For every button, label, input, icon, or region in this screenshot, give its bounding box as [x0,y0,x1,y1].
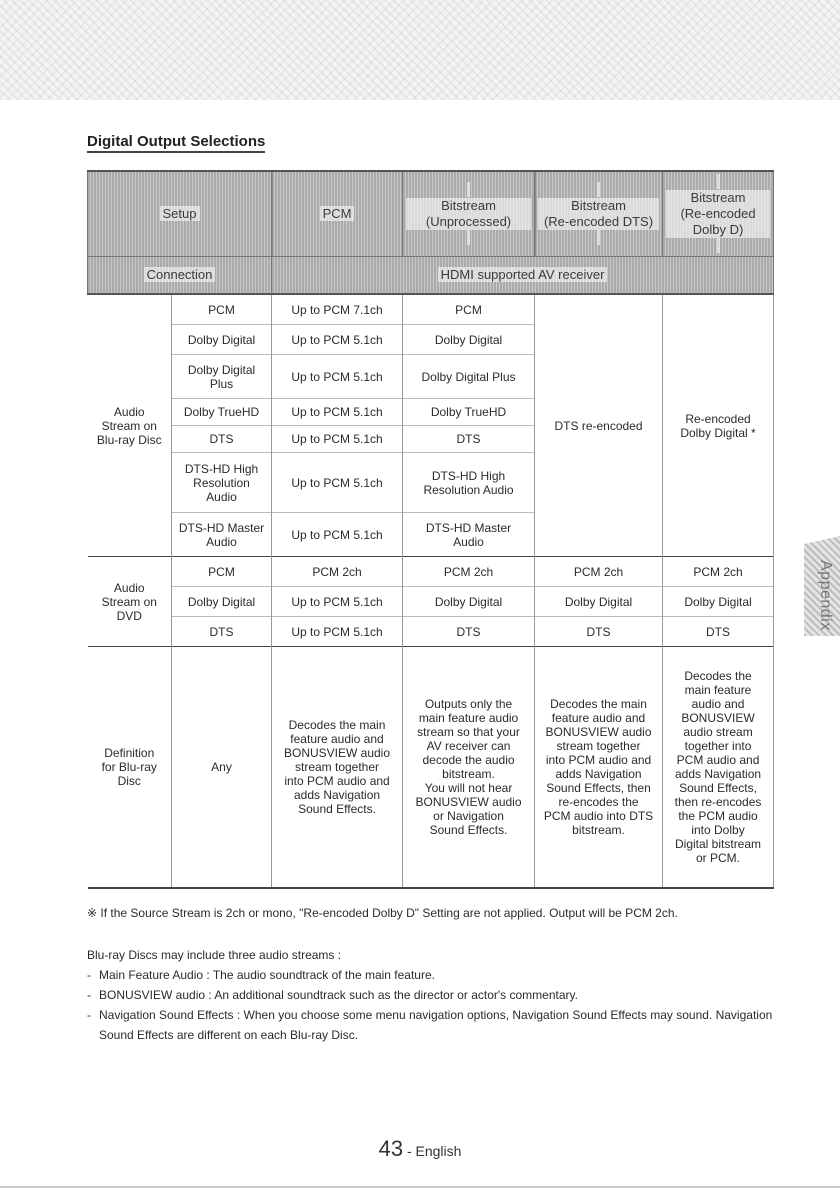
notes-intro: Blu-ray Discs may include three audio streams : [87,948,342,962]
cell-line: (Re-encoded [666,206,770,222]
cell-line: Audio [206,534,237,549]
stream-type-cell [172,294,272,325]
stream-type-cell [172,617,272,647]
page-number-value: 43 [378,1136,404,1161]
stream-type-cell [172,587,272,617]
cell-line: You will not hear [424,781,513,795]
pcm-output-cell [272,557,403,587]
unprocessed-output-cell [403,325,535,355]
pcm-output-cell [272,426,403,453]
cell-line: re-encodes the [558,795,639,809]
page-number [0,1136,840,1162]
reencoded-dts-output-cell [535,557,663,587]
cell-line: Decodes the main [288,718,386,732]
cell-line: Up to PCM 5.1ch [291,624,383,639]
pcm-output-cell [272,617,403,647]
cell-line: Sound Effects, then [546,781,651,795]
cell-line: Up to PCM 5.1ch [291,369,383,384]
cell-line: Dolby TrueHD [430,405,507,419]
stream-type-cell [172,325,272,355]
cell-line: Sound Effects, [679,781,757,795]
cell-line: main feature audio [418,711,519,725]
definition-any-cell [172,647,272,889]
cell-line: Up to PCM 5.1ch [291,527,383,542]
cell-line: Dolby Digital [564,594,633,609]
cell-line: Definition [104,746,155,760]
cell-line: Audio [113,580,145,595]
notes-bullet: - Main Feature Audio : The audio soundtrack of the main feature. [87,968,435,982]
unprocessed-output-cell [403,399,535,426]
dvd-stream-label [88,557,172,647]
cell-line: BONUSVIEW [681,711,755,725]
cell-line: Up to PCM 5.1ch [291,332,383,347]
header-connection: Connection [88,257,272,295]
cell-line: DTS-HD High [431,468,506,483]
header-setup: Setup [88,171,272,257]
cell-line: feature audio and [290,732,384,746]
digital-output-table [87,170,774,889]
cell-line: Up to PCM 5.1ch [291,594,383,609]
cell-line: Re-encoded [685,411,751,426]
cell-line: PCM [208,564,235,579]
reencoded-dolby-output-cell [663,587,774,617]
cell-line: adds Navigation [555,767,642,781]
cell-line: Audio [453,534,484,549]
cell-line: Audio [206,489,237,504]
cell-line: DTS [209,432,234,446]
unprocessed-output-cell [403,587,535,617]
cell-line: Digital bitstream [675,837,762,851]
cell-line: Dolby TrueHD [183,405,260,419]
decorative-header-band [0,0,840,100]
cell-line: Dolby Digital [434,332,503,347]
table-row [88,557,774,587]
header-hdmi-receiver: HDMI supported AV receiver [272,257,774,295]
cell-line: for Blu-ray [101,760,157,774]
cell-line: into PCM audio and [545,753,652,767]
cell-line: Up to PCM 7.1ch [291,302,383,317]
cell-line: BONUSVIEW audio [283,746,391,760]
cell-line: Dolby Digital [187,594,256,609]
cell-line: Bitstream [406,198,531,214]
pcm-output-cell [272,587,403,617]
bluray-stream-label [88,294,172,557]
stream-type-cell [172,513,272,557]
cell-line: Bitstream [666,190,770,206]
cell-line: Resolution Audio [423,482,514,497]
cell-line: PCM 2ch [443,564,494,579]
cell-line: Up to PCM 5.1ch [291,405,383,419]
table-row [88,647,774,889]
definition-reencoded-dolby-cell [663,647,774,889]
footnote: ※ If the Source Stream is 2ch or mono, "Re-encoded Dolby D" Setting are not applied. Output will be PCM 2ch. [87,906,678,920]
cell-line: DTS-HD Master [425,520,512,535]
cell-line: PCM audio and [676,753,760,767]
cell-line: DTS [209,624,234,639]
table-row [88,617,774,647]
cell-line: Dolby Digital [187,362,256,377]
cell-line: Dolby Digital [187,332,256,347]
cell-line: AV receiver can [426,739,511,753]
definition-reencoded-dts-cell [535,647,663,889]
cell-line: Bitstream [538,198,659,214]
pcm-output-cell [272,294,403,325]
unprocessed-output-cell [403,355,535,399]
cell-line: BONUSVIEW audio [545,725,652,739]
definition-pcm-cell [272,647,403,889]
cell-line: into PCM audio and [284,774,390,788]
cell-line: Up to PCM 5.1ch [291,432,383,446]
cell-line: Dolby Digital Plus [421,369,516,384]
cell-line: PCM 2ch [693,564,743,579]
cell-line: Dolby Digital [434,594,503,609]
cell-line: feature audio and [551,711,646,725]
stream-type-cell [172,453,272,513]
cell-line: Plus [209,376,234,391]
cell-line: PCM 2ch [573,564,624,579]
cell-line: Audio [113,404,145,419]
appendix-label: Appendix [817,560,834,631]
cell-line: Decodes the main [550,697,647,711]
cell-line: Outputs only the [424,697,513,711]
reencoded-dolby-output-cell [663,557,774,587]
header-pcm: PCM [272,171,403,257]
cell-line: DTS re-encoded [554,418,643,433]
cell-line: audio and [691,697,745,711]
cell-line: stream together [294,760,380,774]
cell-line: DTS-HD Master [178,520,265,535]
cell-line: audio stream [683,725,753,739]
section-title: Digital Output Selections [87,133,265,153]
cell-line: into Dolby [691,823,745,837]
cell-line: PCM [455,302,482,317]
cell-line: Sound Effects. [298,802,376,816]
unprocessed-output-cell [403,426,535,453]
cell-line: BONUSVIEW audio [415,795,522,809]
cell-line: bitstream. [572,823,625,837]
stream-type-cell [172,399,272,426]
cell-line: main feature [684,683,752,697]
cell-line: Dolby Digital * [680,425,756,440]
cell-line: adds Navigation [293,788,381,802]
cell-line: DTS [456,624,481,639]
reencoded-dolby-output-cell [663,294,774,557]
cell-line: Disc [117,774,141,788]
table-row [88,587,774,617]
stream-type-cell [172,557,272,587]
unprocessed-output-cell [403,294,535,325]
cell-line: PCM 2ch [312,564,362,579]
cell-line: PCM audio into DTS [543,809,654,823]
unprocessed-output-cell [403,617,535,647]
cell-line: DTS-HD High [184,461,259,476]
cell-line: Stream on [101,594,157,609]
cell-line: the PCM audio [678,809,758,823]
pcm-output-cell [272,399,403,426]
header-bitstream-reencoded-dts [535,171,663,257]
unprocessed-output-cell [403,513,535,557]
cell-line: Decodes the [684,669,752,683]
pcm-output-cell [272,513,403,557]
cell-line: stream together [556,739,641,753]
notes-list [87,965,787,1045]
cell-line: DVD [116,608,142,623]
cell-line: (Re-encoded DTS) [538,214,659,230]
cell-line: Sound Effects. [429,823,508,837]
cell-line: together into [684,739,752,753]
cell-line: or PCM. [696,851,741,865]
reencoded-dts-output-cell [535,617,663,647]
notes-bullet: - Navigation Sound Effects : When you choose some menu navigation options, Navigation Sound Effects may sound. Navigation Sound Effects are different on each Blu-ray Disc. [87,1008,773,1042]
cell-line: Stream on [101,418,157,433]
pcm-output-cell [272,355,403,399]
notes-bullet: - BONUSVIEW audio : An additional soundtrack such as the director or actor's commentary. [87,988,578,1002]
header-bitstream-reencoded-dolby [663,171,774,257]
cell-line: DTS [706,624,731,639]
reencoded-dts-output-cell [535,587,663,617]
cell-line: Dolby Digital [684,594,752,609]
cell-line: bitstream. [442,767,495,781]
cell-line: Up to PCM 5.1ch [291,475,383,490]
unprocessed-output-cell [403,557,535,587]
header-bitstream-unprocessed [403,171,535,257]
definition-label [88,647,172,889]
cell-line: or Navigation [433,809,504,823]
cell-line: Any [211,760,232,774]
cell-line: Resolution [193,475,250,490]
reencoded-dts-output-cell [535,294,663,557]
cell-line: Dolby D) [666,222,770,238]
cell-line: DTS [586,624,611,639]
cell-line: decode the audio [422,753,515,767]
definition-unprocessed-cell [403,647,535,889]
table-row [88,294,774,325]
cell-line: then re-encodes [674,795,762,809]
cell-line: Blu-ray Disc [96,432,162,447]
cell-line: DTS [456,432,481,446]
stream-type-cell [172,355,272,399]
notes [87,945,787,1045]
bottom-rule [0,1186,840,1188]
reencoded-dolby-output-cell [663,617,774,647]
page-language: - English [403,1143,462,1159]
table-body [88,294,774,888]
unprocessed-output-cell [403,453,535,513]
pcm-output-cell [272,325,403,355]
cell-line: adds Navigation [674,767,762,781]
pcm-output-cell [272,453,403,513]
cell-line: stream so that your [417,725,520,739]
stream-type-cell [172,426,272,453]
cell-line: (Unprocessed) [406,214,531,230]
cell-line: PCM [208,302,235,317]
